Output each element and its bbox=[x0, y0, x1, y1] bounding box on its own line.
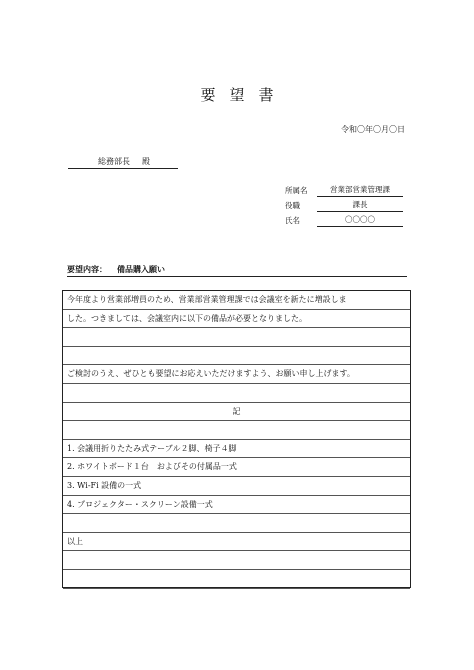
body-line bbox=[63, 347, 410, 366]
document-date: 令和〇年〇月〇日 bbox=[341, 125, 405, 134]
recipient-line bbox=[68, 156, 178, 169]
recipient-name: 総務部長 bbox=[98, 157, 130, 166]
body-line bbox=[63, 328, 410, 347]
body-line: 今年度より営業部増員のため、営業部営業管理課では会議室を新たに増設しま bbox=[63, 291, 410, 310]
sender-label: 所属名 bbox=[285, 186, 308, 195]
body-line bbox=[63, 589, 410, 608]
body-line bbox=[63, 570, 410, 589]
sender-value: 営業部営業管理課 bbox=[317, 184, 403, 197]
sender-block bbox=[285, 182, 403, 227]
body-line: ご検討のうえ、ぜひとも要望にお応えいただけますよう、お願い申し上げます。 bbox=[63, 365, 410, 384]
body-line bbox=[63, 514, 410, 533]
body-line-item: 3. Wi-Fi 設備の一式 bbox=[63, 477, 410, 496]
sender-value: 〇〇〇〇 bbox=[317, 214, 403, 227]
body-box bbox=[62, 290, 411, 588]
sender-row-position bbox=[285, 197, 403, 212]
subject-label: 要望内容： bbox=[67, 264, 107, 274]
sender-label: 役職 bbox=[285, 201, 300, 210]
body-line-ki: 記 bbox=[63, 403, 410, 422]
body-line-item: 2. ホワイトボード１台 およびその付属品一式 bbox=[63, 458, 410, 477]
body-line bbox=[63, 421, 410, 440]
subject-line bbox=[67, 264, 407, 277]
sender-row-department bbox=[285, 182, 403, 197]
recipient-honorific: 殿 bbox=[142, 157, 150, 166]
body-line-item: 1. 会議用折りたたみ式テーブル２脚、椅子４脚 bbox=[63, 440, 410, 459]
document-title: 要望書 bbox=[200, 86, 288, 104]
sender-row-name bbox=[285, 212, 403, 227]
body-line bbox=[63, 384, 410, 403]
body-line: した。つきましては、会議室内に以下の備品が必要となりました。 bbox=[63, 310, 410, 329]
body-line-end: 以上 bbox=[63, 533, 410, 552]
sender-label: 氏名 bbox=[285, 216, 300, 225]
body-line bbox=[63, 551, 410, 570]
subject-value: 備品購入願い bbox=[117, 264, 165, 274]
sender-value: 課長 bbox=[317, 199, 403, 212]
body-line-item: 4. プロジェクター・スクリーン設備一式 bbox=[63, 496, 410, 515]
